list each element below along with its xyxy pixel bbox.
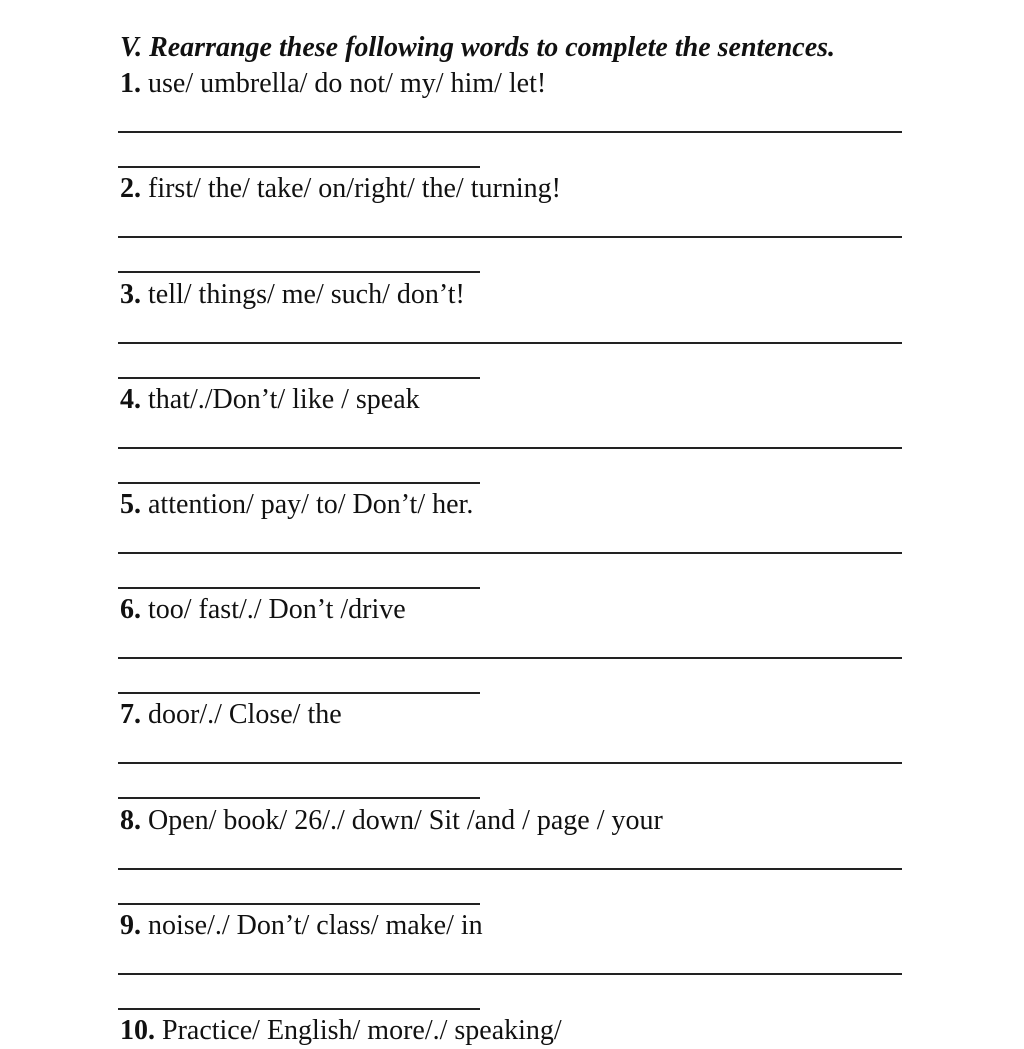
item-prompt: that/./Don’t/ like / speak [148, 384, 420, 415]
item-prompt: tell/ things/ me/ such/ don’t! [148, 279, 465, 310]
exercise-item-5 [120, 487, 473, 523]
item-number: 1. [120, 68, 141, 99]
item-prompt: too/ fast/./ Don’t /drive [148, 594, 406, 625]
answer-line-4b[interactable] [118, 482, 480, 484]
item-number: 8. [120, 805, 141, 836]
item-number: 10. [120, 1015, 155, 1046]
answer-line-5a[interactable] [118, 552, 902, 554]
exercise-item-4 [120, 382, 420, 418]
answer-line-3a[interactable] [118, 342, 902, 344]
answer-line-9b[interactable] [118, 1008, 480, 1010]
item-prompt: use/ umbrella/ do not/ my/ him/ let! [148, 68, 547, 99]
exercise-item-8 [120, 803, 663, 839]
answer-line-6a[interactable] [118, 657, 902, 659]
answer-line-9a[interactable] [118, 973, 902, 975]
item-number: 9. [120, 910, 141, 941]
answer-line-7b[interactable] [118, 797, 480, 799]
answer-line-1a[interactable] [118, 131, 902, 133]
item-number: 3. [120, 279, 141, 310]
item-prompt: attention/ pay/ to/ Don’t/ her. [148, 489, 474, 520]
answer-line-3b[interactable] [118, 377, 480, 379]
item-number: 7. [120, 699, 141, 730]
answer-line-8b[interactable] [118, 903, 480, 905]
answer-line-6b[interactable] [118, 692, 480, 694]
item-number: 2. [120, 173, 141, 204]
exercise-item-1 [120, 66, 546, 102]
answer-line-1b[interactable] [118, 166, 480, 168]
exercise-item-2 [120, 171, 561, 207]
answer-line-7a[interactable] [118, 762, 902, 764]
answer-line-4a[interactable] [118, 447, 902, 449]
item-prompt: first/ the/ take/ on/right/ the/ turning! [148, 173, 561, 204]
exercise-item-7 [120, 697, 342, 733]
item-number: 4. [120, 384, 141, 415]
answer-line-2b[interactable] [118, 271, 480, 273]
answer-line-5b[interactable] [118, 587, 480, 589]
item-prompt: Open/ book/ 26/./ down/ Sit /and / page / your [148, 805, 663, 836]
item-number: 5. [120, 489, 141, 520]
exercise-item-3 [120, 277, 465, 313]
item-prompt: door/./ Close/ the [148, 699, 342, 730]
exercise-item-9 [120, 908, 483, 944]
item-prompt: Practice/ English/ more/./ speaking/ [162, 1015, 562, 1046]
item-prompt: noise/./ Don’t/ class/ make/ in [148, 910, 483, 941]
answer-line-8a[interactable] [118, 868, 902, 870]
exercise-heading: V. Rearrange these following words to complete the sentences. [120, 32, 836, 63]
exercise-item-10 [120, 1013, 562, 1049]
answer-line-2a[interactable] [118, 236, 902, 238]
exercise-item-6 [120, 592, 406, 628]
item-number: 6. [120, 594, 141, 625]
